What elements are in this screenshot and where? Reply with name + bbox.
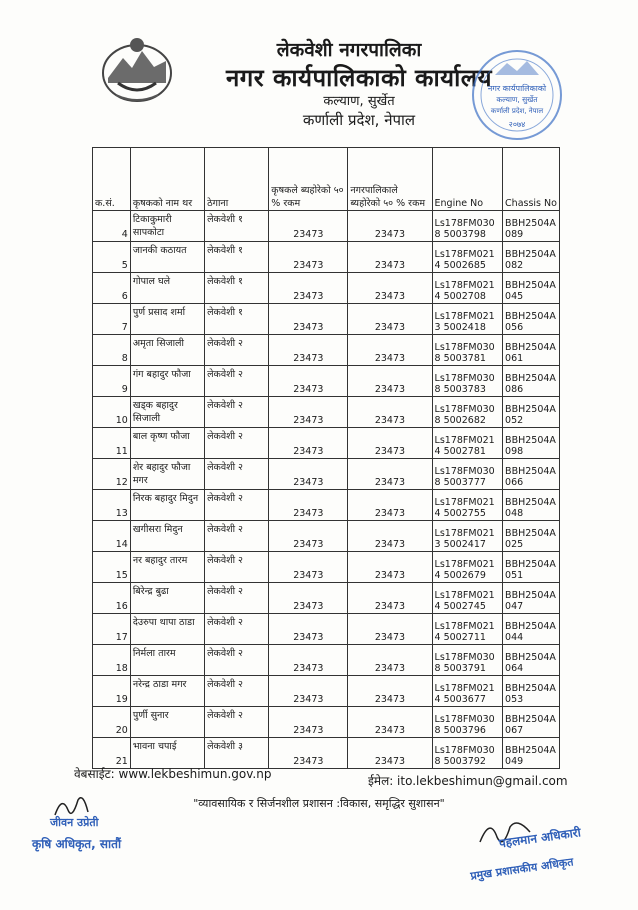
header-name: कृषकको नाम थर [130,148,204,211]
table-row [93,614,560,645]
cell-muni-share: 23473 [348,707,432,738]
cell-sn: 5 [93,242,131,273]
cell-farmer-share: 23473 [269,459,348,490]
cell-address: लेकवेशी २ [205,490,269,521]
cell-chassis: BBH2504A 051 [503,552,560,583]
cell-engine: Ls178FM030 8 5002682 [432,397,503,428]
cell-chassis: BBH2504A 025 [503,521,560,552]
cell-engine: Ls178FM030 8 5003777 [432,459,503,490]
footer-slogan: "व्यावसायिक र सिर्जनशील प्रशासन :विकास, समृद्धिर सुशासन" [193,797,445,810]
table-row [93,645,560,676]
cell-address: लेकवेशी २ [205,335,269,366]
header-address: ठेगाना [205,148,269,211]
seal-year: २०७४ [508,120,526,129]
table-row [93,428,560,459]
table-row [93,490,560,521]
cell-name: गोपाल घले [130,273,204,304]
cell-farmer-share: 23473 [269,211,348,242]
cell-sn: 21 [93,738,131,769]
office-seal-stamp [465,45,570,145]
cell-sn: 9 [93,366,131,397]
cell-muni-share: 23473 [348,738,432,769]
table-row [93,304,560,335]
cell-muni-share: 23473 [348,490,432,521]
cell-muni-share: 23473 [348,366,432,397]
cell-name: अमृता सिजाली [130,335,204,366]
cell-farmer-share: 23473 [269,428,348,459]
footer-website: वेबसाईट: www.lekbeshimun.gov.np [74,767,272,781]
table-row [93,397,560,428]
cell-farmer-share: 23473 [269,490,348,521]
cell-sn: 11 [93,428,131,459]
cell-muni-share: 23473 [348,676,432,707]
cell-muni-share: 23473 [348,614,432,645]
cell-muni-share: 23473 [348,242,432,273]
cell-engine: Ls178FM021 4 5002711 [432,614,503,645]
cell-address: लेकवेशी २ [205,366,269,397]
cell-address: लेकवेशी ३ [205,738,269,769]
table-row [93,552,560,583]
cell-sn: 20 [93,707,131,738]
cell-muni-share: 23473 [348,211,432,242]
cell-farmer-share: 23473 [269,366,348,397]
cell-sn: 16 [93,583,131,614]
cell-engine: Ls178FM030 8 5003792 [432,738,503,769]
cell-sn: 7 [93,304,131,335]
cell-name: पुर्ण प्रसाद शर्मा [130,304,204,335]
table-row [93,738,560,769]
cell-name: टिकाकुमारी सापकोटा [130,211,204,242]
cell-farmer-share: 23473 [269,397,348,428]
cell-sn: 4 [93,211,131,242]
table-row [93,273,560,304]
cell-muni-share: 23473 [348,521,432,552]
cell-farmer-share: 23473 [269,583,348,614]
cell-name: जानकी कठायत [130,242,204,273]
cell-sn: 18 [93,645,131,676]
cell-engine: Ls178FM021 4 5002679 [432,552,503,583]
cell-address: लेकवेशी २ [205,521,269,552]
cell-engine: Ls178FM021 3 5002417 [432,521,503,552]
cell-sn: 15 [93,552,131,583]
cell-farmer-share: 23473 [269,273,348,304]
cell-farmer-share: 23473 [269,552,348,583]
cell-engine: Ls178FM030 8 5003796 [432,707,503,738]
seal-line1: नगर कार्यपालिकाको [487,84,547,93]
province-name: कर्णाली प्रदेश, नेपाल [302,111,416,129]
cell-engine: Ls178FM021 4 5002781 [432,428,503,459]
cell-farmer-share: 23473 [269,242,348,273]
cell-muni-share: 23473 [348,459,432,490]
cell-engine: Ls178FM021 3 5002418 [432,304,503,335]
table-row [93,366,560,397]
table-row [93,676,560,707]
cell-engine: Ls178FM030 8 5003798 [432,211,503,242]
cell-address: लेकवेशी २ [205,645,269,676]
cell-chassis: BBH2504A 067 [503,707,560,738]
office-title: नगर कार्यपालिकाको कार्यालय [225,64,493,92]
right-officer-stamp [460,818,620,886]
cell-muni-share: 23473 [348,335,432,366]
cell-chassis: BBH2504A 049 [503,738,560,769]
cell-address: लेकवेशी १ [205,242,269,273]
cell-chassis: BBH2504A 053 [503,676,560,707]
cell-chassis: BBH2504A 064 [503,645,560,676]
cell-chassis: BBH2504A 082 [503,242,560,273]
cell-chassis: BBH2504A 052 [503,397,560,428]
cell-address: लेकवेशी २ [205,428,269,459]
right-stamp-line1: पहलमान अधिकारी [498,825,582,851]
cell-farmer-share: 23473 [269,707,348,738]
cell-engine: Ls178FM030 8 5003781 [432,335,503,366]
table-row [93,521,560,552]
cell-engine: Ls178FM030 8 5003783 [432,366,503,397]
cell-chassis: BBH2504A 044 [503,614,560,645]
cell-address: लेकवेशी १ [205,304,269,335]
cell-name: खड्क बहादुर सिजाली [130,397,204,428]
header-muni-share: नगरपालिकाले ब्यहोरेको ५० % रकम [348,148,432,211]
left-officer-stamp [30,808,140,858]
cell-name: खगीसरा मिदुन [130,521,204,552]
cell-name: पुर्णी सुनार [130,707,204,738]
cell-muni-share: 23473 [348,645,432,676]
table-row [93,242,560,273]
right-stamp-line2: प्रमुख प्रशासकीय अधिकृत [469,855,575,883]
cell-address: लेकवेशी २ [205,614,269,645]
cell-engine: Ls178FM021 4 5002708 [432,273,503,304]
cell-engine: Ls178FM021 4 5003677 [432,676,503,707]
cell-address: लेकवेशी २ [205,676,269,707]
cell-name: निरक बहादुर मिदुन [130,490,204,521]
cell-muni-share: 23473 [348,428,432,459]
cell-name: शेर बहादुर फौजा मगर [130,459,204,490]
cell-farmer-share: 23473 [269,335,348,366]
tractor-distribution-table [92,147,560,769]
cell-farmer-share: 23473 [269,521,348,552]
footer-email: ईमेल: ito.lekbeshimun@gmail.com [368,774,568,788]
cell-farmer-share: 23473 [269,304,348,335]
cell-name: बाल कृष्ण फौजा [130,428,204,459]
cell-farmer-share: 23473 [269,614,348,645]
cell-address: लेकवेशी २ [205,707,269,738]
cell-chassis: BBH2504A 056 [503,304,560,335]
seal-line3: कर्णाली प्रदेश, नेपाल [490,107,544,115]
cell-name: देउरुपा थापा ठाडा [130,614,204,645]
cell-sn: 19 [93,676,131,707]
cell-sn: 12 [93,459,131,490]
cell-address: लेकवेशी २ [205,397,269,428]
cell-sn: 8 [93,335,131,366]
cell-engine: Ls178FM021 4 5002745 [432,583,503,614]
cell-sn: 14 [93,521,131,552]
cell-address: लेकवेशी २ [205,583,269,614]
cell-sn: 17 [93,614,131,645]
left-stamp-line2: कृषि अधिकृत, सातौं [32,837,122,851]
header-sn: क.सं. [93,148,131,211]
cell-chassis: BBH2504A 098 [503,428,560,459]
header-engine: Engine No [432,148,503,211]
cell-sn: 6 [93,273,131,304]
cell-muni-share: 23473 [348,397,432,428]
seal-line2: कल्याण, सुर्खेत [496,95,538,104]
cell-engine: Ls178FM021 4 5002685 [432,242,503,273]
cell-muni-share: 23473 [348,304,432,335]
table-row [93,583,560,614]
table-header-row [93,148,560,211]
cell-muni-share: 23473 [348,552,432,583]
office-location: कल्याण, सुर्खेत [323,94,395,109]
cell-sn: 10 [93,397,131,428]
table-row [93,459,560,490]
cell-engine: Ls178FM021 4 5002755 [432,490,503,521]
cell-muni-share: 23473 [348,273,432,304]
cell-chassis: BBH2504A 086 [503,366,560,397]
left-stamp-line1: जीवन उप्रेती [50,816,99,829]
cell-name: निर्मला तारम [130,645,204,676]
cell-chassis: BBH2504A 048 [503,490,560,521]
municipality-name: लेकवेशी नगरपालिका [276,39,422,61]
cell-name: नरेन्द्र ठाडा मगर [130,676,204,707]
header-farmer-share: कृषकले ब्यहोरेको ५० % रकम [269,148,348,211]
cell-chassis: BBH2504A 061 [503,335,560,366]
table-row [93,211,560,242]
cell-farmer-share: 23473 [269,676,348,707]
cell-name: गंग बहादुर फौजा [130,366,204,397]
cell-chassis: BBH2504A 089 [503,211,560,242]
cell-muni-share: 23473 [348,583,432,614]
cell-sn: 13 [93,490,131,521]
cell-engine: Ls178FM030 8 5003791 [432,645,503,676]
header-chassis: Chassis No [503,148,560,211]
cell-address: लेकवेशी १ [205,273,269,304]
cell-farmer-share: 23473 [269,738,348,769]
cell-chassis: BBH2504A 047 [503,583,560,614]
cell-name: नर बहादुर तारम [130,552,204,583]
cell-chassis: BBH2504A 066 [503,459,560,490]
cell-address: लेकवेशी २ [205,552,269,583]
cell-farmer-share: 23473 [269,645,348,676]
table-row [93,335,560,366]
cell-name: भावना चपाई [130,738,204,769]
cell-address: लेकवेशी २ [205,459,269,490]
cell-address: लेकवेशी १ [205,211,269,242]
table-row [93,707,560,738]
cell-chassis: BBH2504A 045 [503,273,560,304]
cell-name: बिरेन्द्र बुढा [130,583,204,614]
